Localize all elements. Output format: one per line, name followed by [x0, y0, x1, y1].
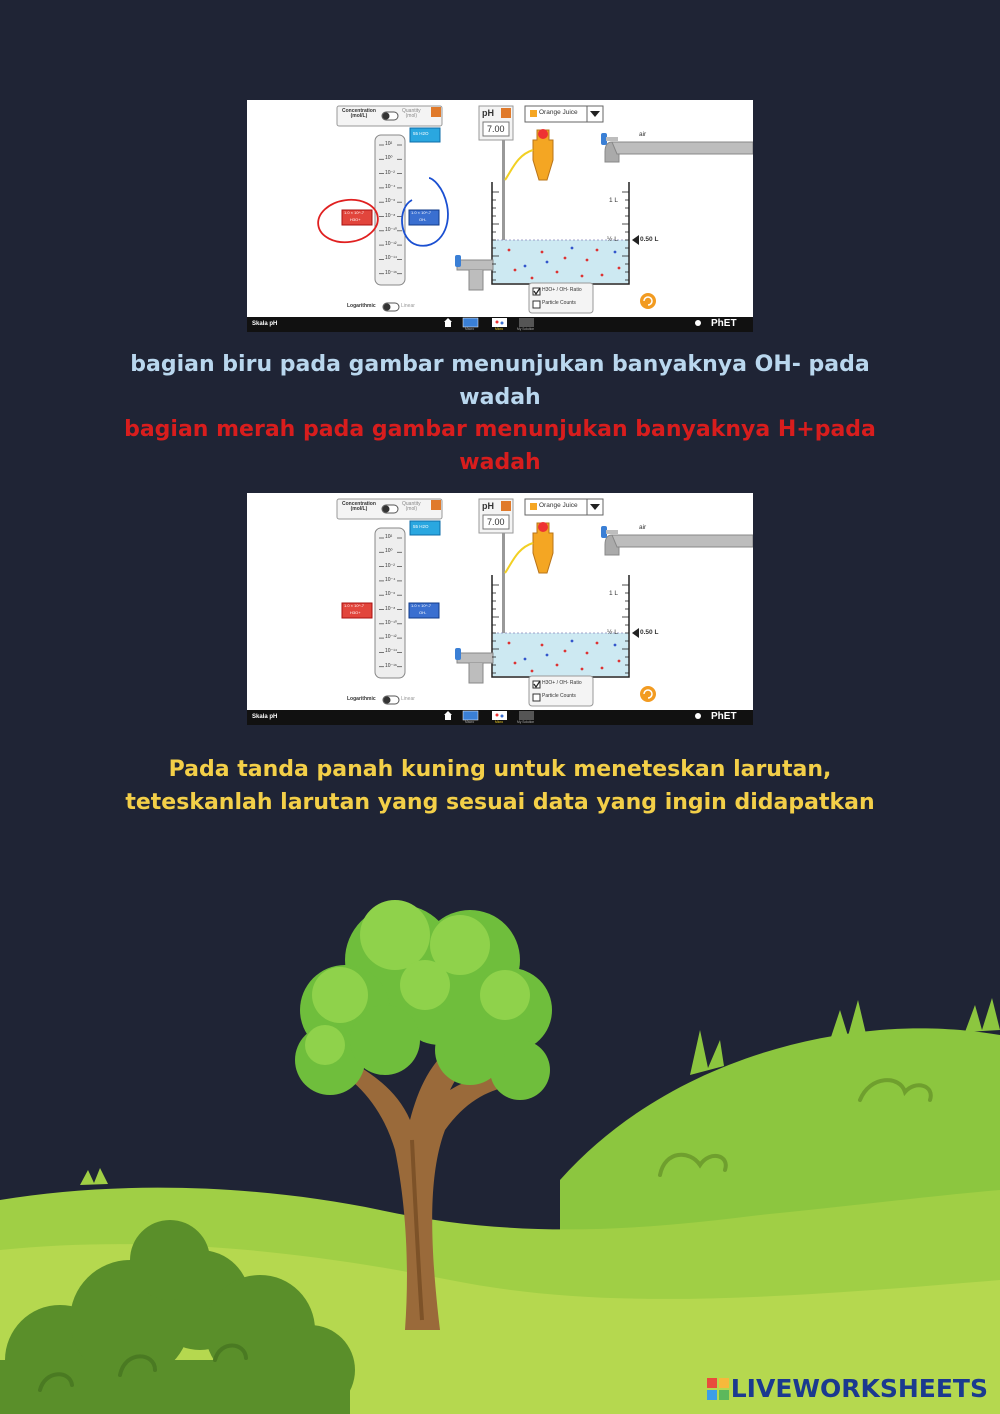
ratio-checkbox-label[interactable]: H3O+ / OH- Ratio: [542, 680, 582, 686]
tab-macro[interactable]: Macro: [465, 327, 475, 331]
linear-label: Linear: [401, 303, 415, 309]
volume-1l-label: 1 L: [609, 197, 619, 204]
h3o-value: 1.0 × 10^-7: [344, 210, 365, 215]
volume-reading: 0.50 L: [640, 629, 659, 636]
hill-detail: [80, 1168, 108, 1185]
caption-yellow: Pada tanda panah kuning untuk meneteskan larutan, teteskanlah larutan yang sesuai data yang ingin didapatkan: [125, 757, 875, 815]
scale-tick-label: 10⁻¹²: [385, 241, 397, 248]
ph-label: pH: [482, 108, 494, 118]
volume-half-label: ½ L: [607, 236, 618, 243]
grass-tuft: [690, 1030, 724, 1075]
solute-select[interactable]: Orange Juice: [539, 109, 578, 116]
h2o-badge-text: 55 H2O: [413, 131, 429, 136]
concentration-label: Concentration (mol/L): [342, 108, 376, 119]
particle-checkbox-label[interactable]: Particle Counts: [542, 300, 576, 306]
ratio-checkbox-label[interactable]: H3O+ / OH- Ratio: [542, 287, 582, 293]
caption-blue: bagian biru pada gambar menunjukan banyaknya OH- pada wadah: [130, 352, 870, 410]
h3o-label: H3O+: [350, 610, 361, 615]
h3o-label: H3O+: [350, 217, 361, 222]
ph-value: 7.00: [487, 517, 505, 527]
scale-tick-label: 10⁻⁶: [385, 591, 396, 598]
scale-tick-label: 10⁻¹²: [385, 634, 397, 641]
oh-label: OH-: [419, 217, 427, 222]
tab-micro[interactable]: Micro: [495, 720, 504, 724]
water-label: air: [639, 524, 647, 531]
volume-half-label: ½ L: [607, 629, 618, 636]
scale-tick-label: 10⁻¹⁰: [385, 619, 397, 626]
scale-tick-label: 10⁻⁶: [385, 198, 396, 205]
scale-tick-label: 10²: [385, 141, 393, 147]
water-label: air: [639, 131, 647, 138]
ph-value: 7.00: [487, 124, 505, 134]
quantity-label: Quantity (mol): [402, 501, 421, 512]
h3o-value: 1.0 × 10^-7: [344, 603, 365, 608]
tab-my-solution[interactable]: My Solution: [517, 327, 535, 331]
app-title: Skala pH: [252, 714, 278, 720]
linear-label: Linear: [401, 696, 415, 702]
scale-tick-label: 10⁻¹⁶: [385, 269, 397, 276]
grass-tuft: [965, 998, 1000, 1032]
h2o-badge-text: 55 H2O: [413, 524, 429, 529]
concentration-label: Concentration (mol/L): [342, 501, 376, 512]
oh-value: 1.0 × 10^-7: [411, 603, 432, 608]
scale-tick-label: 10⁻⁸: [385, 212, 396, 219]
quantity-label: Quantity (mol): [402, 108, 421, 119]
scale-tick-label: 10⁰: [385, 155, 393, 162]
volume-reading: 0.50 L: [640, 236, 659, 243]
brand-text: LIVEWORKSHEETS: [730, 1374, 988, 1403]
scale-tick-label: 10⁻⁴: [385, 576, 396, 583]
liveworksheets-logo-icon: [707, 1378, 729, 1400]
log-label: Logarithmic: [347, 303, 376, 309]
liveworksheets-brand: [707, 1374, 988, 1403]
caption-red: bagian merah pada gambar menunjukan banyaknya H+pada wadah: [124, 417, 876, 475]
scale-tick-label: 10⁻¹⁴: [385, 255, 398, 262]
tab-my-solution[interactable]: My Solution: [517, 720, 535, 724]
scale-tick-label: 10⁻⁸: [385, 605, 396, 612]
scale-tick-label: 10⁻¹⁴: [385, 648, 398, 655]
app-title: Skala pH: [252, 321, 278, 327]
scale-tick-label: 10⁻¹⁶: [385, 662, 397, 669]
ph-label: pH: [482, 501, 494, 511]
tab-micro[interactable]: Micro: [495, 327, 504, 331]
oh-value: 1.0 × 10^-7: [411, 210, 432, 215]
phet-logo: PhET: [711, 711, 737, 722]
scale-tick-label: 10⁻⁴: [385, 183, 396, 190]
scale-tick-label: 10⁻¹⁰: [385, 226, 397, 233]
tab-macro[interactable]: Macro: [465, 720, 475, 724]
scale-tick-label: 10²: [385, 534, 393, 540]
solute-select[interactable]: Orange Juice: [539, 502, 578, 509]
log-label: Logarithmic: [347, 696, 376, 702]
particle-checkbox-label[interactable]: Particle Counts: [542, 693, 576, 699]
oh-label: OH-: [419, 610, 427, 615]
scale-tick-label: 10⁻²: [385, 562, 395, 569]
scale-tick-label: 10⁻²: [385, 169, 395, 176]
phet-logo: PhET: [711, 318, 737, 329]
scale-tick-label: 10⁰: [385, 548, 393, 555]
volume-1l-label: 1 L: [609, 590, 619, 597]
